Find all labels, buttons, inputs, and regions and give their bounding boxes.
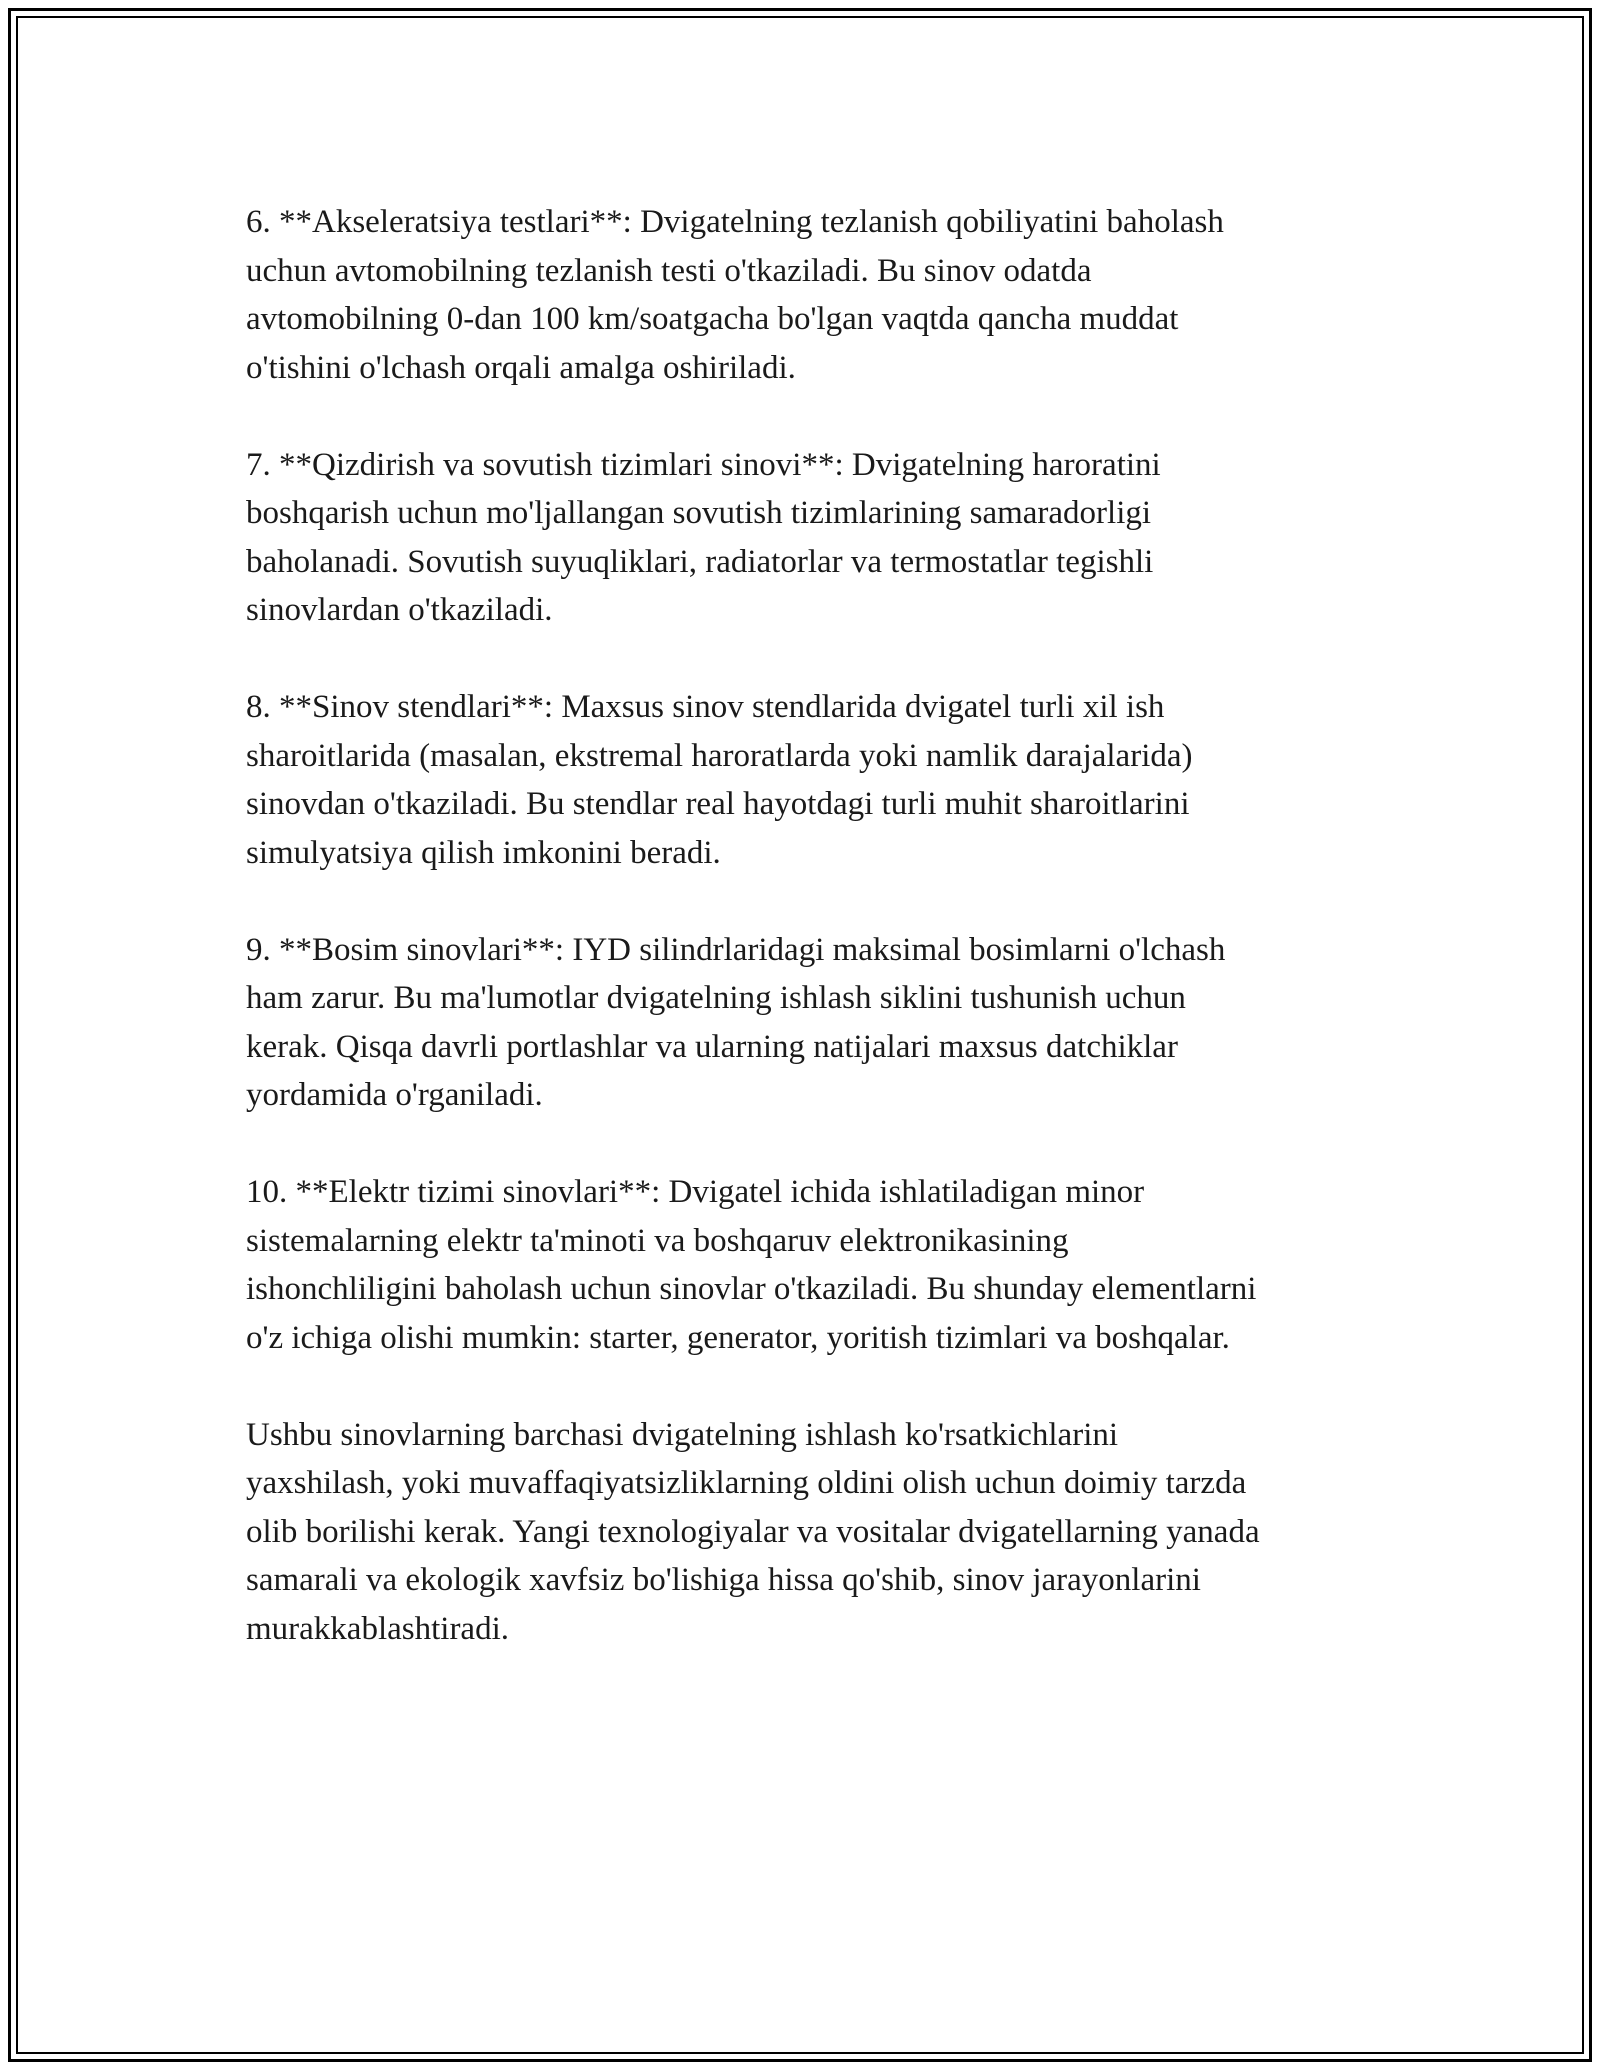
paragraph-pressure-tests: 9. **Bosim sinovlari**: IYD silindrlaridagi maksimal bosimlarni o'lchash ham zarur. Bu ma'lumotlar dvigatelning ishlash siklini tushunish uchun kerak. Qisqa davrli portlashlar va ularning natijalari maxsus datchiklar yordamida o'rganiladi. (246, 931, 1226, 1113)
paragraph-test-stands: 8. **Sinov stendlari**: Maxsus sinov stendlarida dvigatel turli xil ish sharoitlarida (masalan, ekstremal haroratlarda yoki namlik darajalarida) sinovdan o'tkaziladi. Bu stendlar real hayotdagi turli muhit sharoitlarini simulyatsiya qilish imkonini beradi. (246, 689, 1193, 871)
paragraph-electrical-tests: 10. **Elektr tizimi sinovlari**: Dvigatel ichida ishlatiladigan minor sistemalarning elektr ta'minoti va boshqaruv elektronikasining ishonchliligini baholash uchun sinovlar o'tkaziladi. Bu shunday elementlarni o'z ichiga olishi mumkin: starter, generator, yoritish tizimlari va boshqalar. (246, 1174, 1257, 1356)
paragraph-heating-cooling-tests: 7. **Qizdirish va sovutish tizimlari sinovi**: Dvigatelning haroratini boshqarish uchun mo'ljallangan sovutish tizimlarining samaradorligi baholanadi. Sovutish suyuqliklari, radiatorlar va termostatlar tegishli sinovlardan o'tkaziladi. (246, 446, 1161, 628)
paragraph-acceleration-tests: 6. **Akseleratsiya testlari**: Dvigatelning tezlanish qobiliyatini baholash uchun avtomobilning tezlanish testi o'tkaziladi. Bu sinov odatda avtomobilning 0-dan 100 km/soatgacha bo'lgan vaqtda qancha muddat o'tishini o'lchash orqali amalga oshiriladi. (246, 204, 1224, 386)
paragraph-conclusion: Ushbu sinovlarning barchasi dvigatelning ishlash ko'rsatkichlarini yaxshilash, yoki muvaffaqiyatsizliklarning oldini olish uchun doimiy tarzda olib borilishi kerak. Yangi texnologiyalar va vositalar dvigatellarning yanada samarali va ekologik xavfsiz bo'lishiga hissa qo'shib, sinov jarayonlarini murakkablashtiradi. (246, 1416, 1260, 1647)
document-body (246, 198, 1396, 1702)
page-frame (8, 8, 1592, 2062)
